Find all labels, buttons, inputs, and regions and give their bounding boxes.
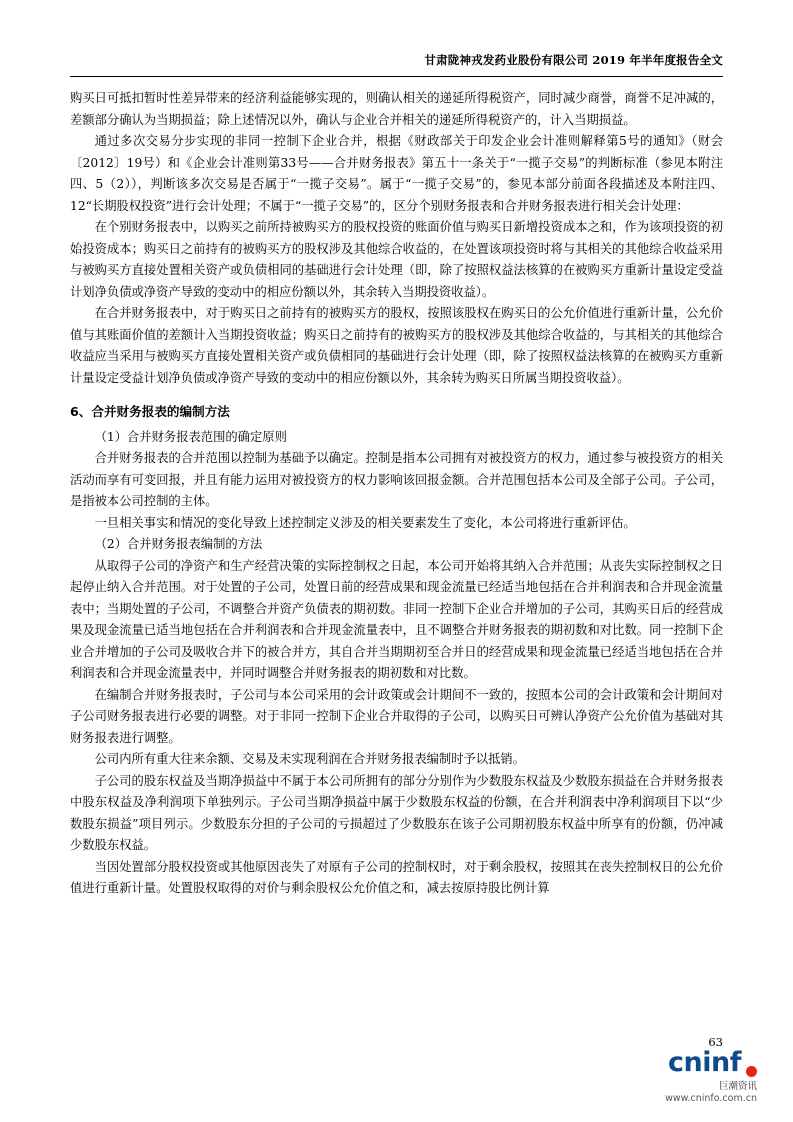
header-divider	[70, 76, 723, 77]
paragraph: 购买日可抵扣暂时性差异带来的经济利益能够实现的，则确认相关的递延所得税资产，同时减少商誉，商誉不足冲减的，差额部分确认为当期损益；除上述情况以外，确认与企业合并相关的递延所得税资产的，计入当期损益。	[70, 91, 723, 127]
page-number: 63	[708, 1035, 723, 1049]
paragraph: 在合并财务报表中，对于购买日之前持有的被购买方的股权，按照该股权在购买日的公允价值进行重新计量，公允价值与其账面价值的差额计入当期投资收益；购买日之前持有的被购买方的股权涉及其他综合收益的，与其相关的其他综合收益应当采用与被购买方直接处置相关资产或负债相同的基础进行会计处理（即，除了按照权益法核算的在被购买方重新计量设定受益计划净负债或净资产导致的变动中的相应份额以外，其余转为购买日所属当期投资收益）。	[70, 306, 723, 385]
paragraph: 在编制合并财务报表时，子公司与本公司采用的会计政策或会计期间不一致的，按照本公司的会计政策和会计期间对子公司财务报表进行必要的调整。对于非同一控制下企业合并取得的子公司，以购买日可辨认净资产公允价值为基础对其财务报表进行调整。	[70, 687, 723, 745]
paragraph: 当因处置部分股权投资或其他原因丧失了对原有子公司的控制权时，对于剩余股权，按照其在丧失控制权日的公允价值进行重新计量。处置股权取得的对价与剩余股权公允价值之和，减去按原持股比例计算	[70, 859, 723, 895]
paragraph: 公司内所有重大往来余额、交易及未实现利润在合并财务报表编制时予以抵销。	[94, 752, 525, 766]
logo-url: www.cninfo.com.cn	[665, 1093, 757, 1104]
logo-subtitle: 巨潮资讯	[718, 1081, 757, 1092]
paragraph: 一旦相关事实和情况的变化导致上述控制定义涉及的相关要素发生了变化，本公司将进行重新评估。	[94, 515, 636, 530]
logo-wordmark: cninf	[668, 1047, 741, 1078]
page-content	[70, 88, 723, 900]
paragraph: 从取得子公司的净资产和生产经营决策的实际控制权之日起，本公司开始将其纳入合并范围；从丧失实际控制权之日起停止纳入合并范围。对于处置的子公司，处置日前的经营成果和现金流量已经适当地包括在合并利润表和合并现金流量表中；当期处置的子公司，不调整合并资产负债表的期初数。非同一控制下企业合并增加的子公司，其购买日后的经营成果及现金流量已适当地包括在合并利润表和合并现金流量表中，且不调整合并财务报表的期初数和对比数。同一控制下企业合并增加的子公司及吸收合并下的被合并方，其自合并当期期初至合并日的经营成果和现金流量已经适当地包括在合并利润表和合并现金流量表中，并同时调整合并财务报表的期初数和对比数。	[70, 558, 723, 680]
paragraph: 合并财务报表的合并范围以控制为基础予以确定。控制是指本公司拥有对被投资方的权力，通过参与被投资方的相关活动而享有可变回报，并且有能力运用对被投资方的权力影响该回报金额。合并范围包括本公司及全部子公司。子公司，是指被本公司控制的主体。	[70, 451, 723, 508]
logo-row	[607, 1049, 757, 1076]
paragraph: 子公司的股东权益及当期净损益中不属于本公司所拥有的部分分别作为少数股东权益及少数股东损益在合并财务报表中股东权益及净利润项下单独列示。子公司当期净损益中属于少数股东权益的份额，在合并利润表中净利润项目下以“少数股东损益”项目列示。少数股东分担的子公司的亏损超过了少数股东在该子公司期初股东权益中所享有的份额，仍冲减少数股东权益。	[70, 773, 723, 852]
section-heading: 6、合并财务报表的编制方法	[70, 404, 230, 419]
subsection-heading: （1）合并财务报表范围的确定原则	[94, 429, 287, 444]
page-header: 甘肃陇神戎发药业股份有限公司 2019 年半年度报告全文	[424, 53, 723, 67]
subsection-heading: （2）合并财务报表编制的方法	[94, 537, 263, 551]
paragraph: 通过多次交易分步实现的非同一控制下企业合并，根据《财政部关于印发企业会计准则解释第5号的通知》（财会〔2012〕19号）和《企业会计准则第33号——合并财务报表》第五十一条关于“一揽子交易”的判断标准（参见本附注四、5（2）），判断该多次交易是否属于“一揽子交易”。属于“一揽子交易”的，参见本部分前面各段描述及本附注四、12“长期股权投资”进行会计处理；不属于“一揽子交易”的，区分个别财务报表和合并财务报表进行相关会计处理：	[70, 134, 723, 213]
logo-dot-icon	[746, 1066, 757, 1077]
paragraph: 在个别财务报表中，以购买之前所持被购买方的股权投资的账面价值与购买日新增投资成本之和，作为该项投资的初始投资成本；购买日之前持有的被购买方的股权涉及其他综合收益的，在处置该项投资时将与其相关的其他综合收益采用与被购买方直接处置相关资产或负债相同的基础进行会计处理（即，除了按照权益法核算的在被购买方重新计量设定受益计划净负债或净资产导致的变动中的相应份额以外，其余转入当期投资收益）。	[70, 220, 723, 299]
cninfo-logo	[607, 1049, 757, 1104]
